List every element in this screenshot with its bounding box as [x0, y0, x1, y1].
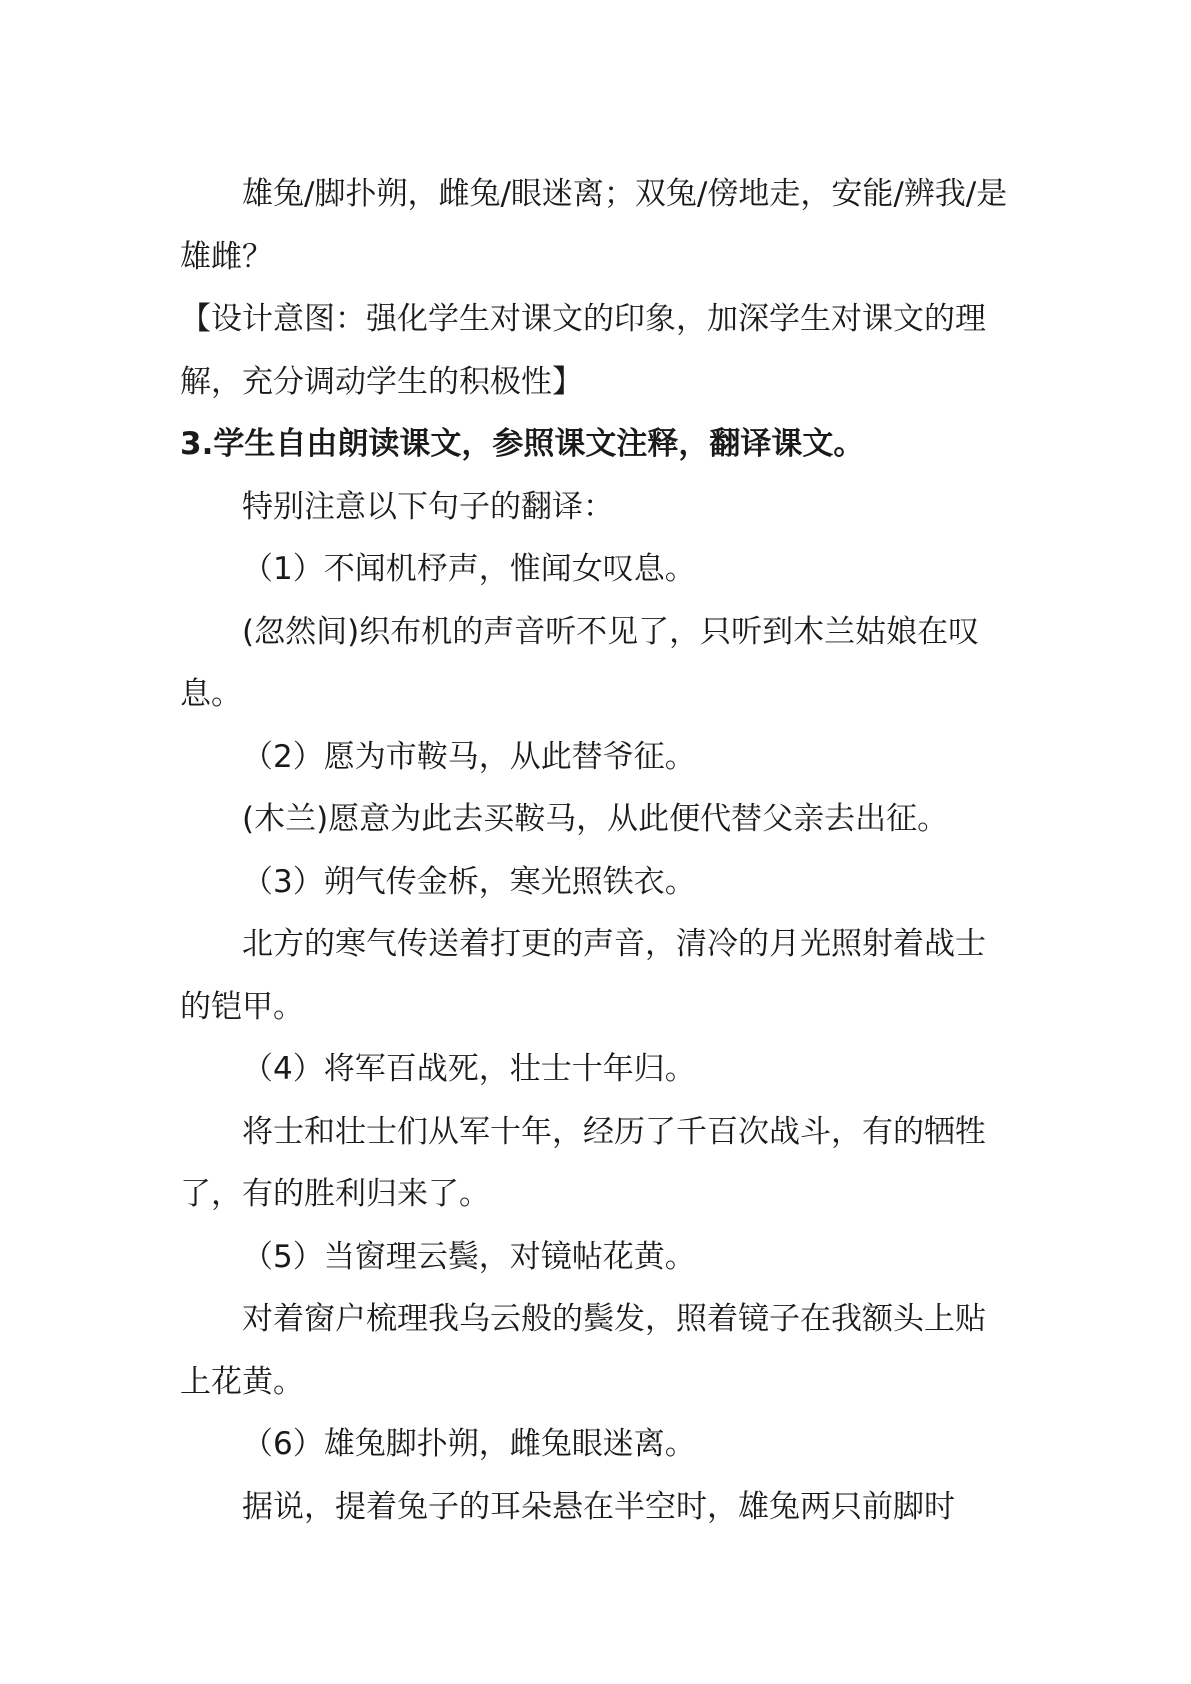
sentence-6-translation: 据说，提着兔子的耳朵悬在半空时，雄兔两只前脚时	[242, 1488, 955, 1525]
paragraph-poem-line: 雄兔/脚扑朔，雌兔/眼迷离；双兔/傍地走，安能/辨我/是雄雌？	[180, 176, 1008, 275]
paragraph-instruction: 特别注意以下句子的翻译：	[242, 488, 614, 525]
paragraph-design-intent: 【设计意图：强化学生对课文的印象，加深学生对课文的理解，充分调动学生的积极性】	[180, 301, 986, 400]
sentence-6-original: （6）雄兔脚扑朔，雌兔眼迷离。	[242, 1426, 696, 1462]
section-heading-translation: 3.学生自由朗读课文，参照课文注释，翻译课文。	[180, 426, 865, 462]
sentence-4-translation: 将士和壮士们从军十年，经历了千百次战斗，有的牺牲了，有的胜利归来了。	[180, 1113, 986, 1212]
sentence-1-translation: (忽然间)织布机的声音听不见了，只听到木兰姑娘在叹息。	[180, 613, 980, 712]
sentence-4-original: （4）将军百战死，壮士十年归。	[242, 1051, 696, 1087]
sentence-3-translation: 北方的寒气传送着打更的声音，清冷的月光照射着战士的铠甲。	[180, 926, 986, 1025]
sentence-2-original: （2）愿为市鞍马，从此替爷征。	[242, 738, 696, 775]
sentence-3-original: （3）朔气传金柝，寒光照铁衣。	[242, 863, 696, 900]
sentence-5-original: （5）当窗理云鬓，对镜帖花黄。	[242, 1238, 696, 1275]
document-page	[180, 163, 1010, 1538]
sentence-2-translation: (木兰)愿意为此去买鞍马，从此便代替父亲去出征。	[242, 801, 949, 837]
sentence-1-original: （1）不闻机杼声，惟闻女叹息。	[242, 551, 696, 587]
sentence-5-translation: 对着窗户梳理我乌云般的鬓发，照着镜子在我额头上贴上花黄。	[180, 1301, 986, 1400]
